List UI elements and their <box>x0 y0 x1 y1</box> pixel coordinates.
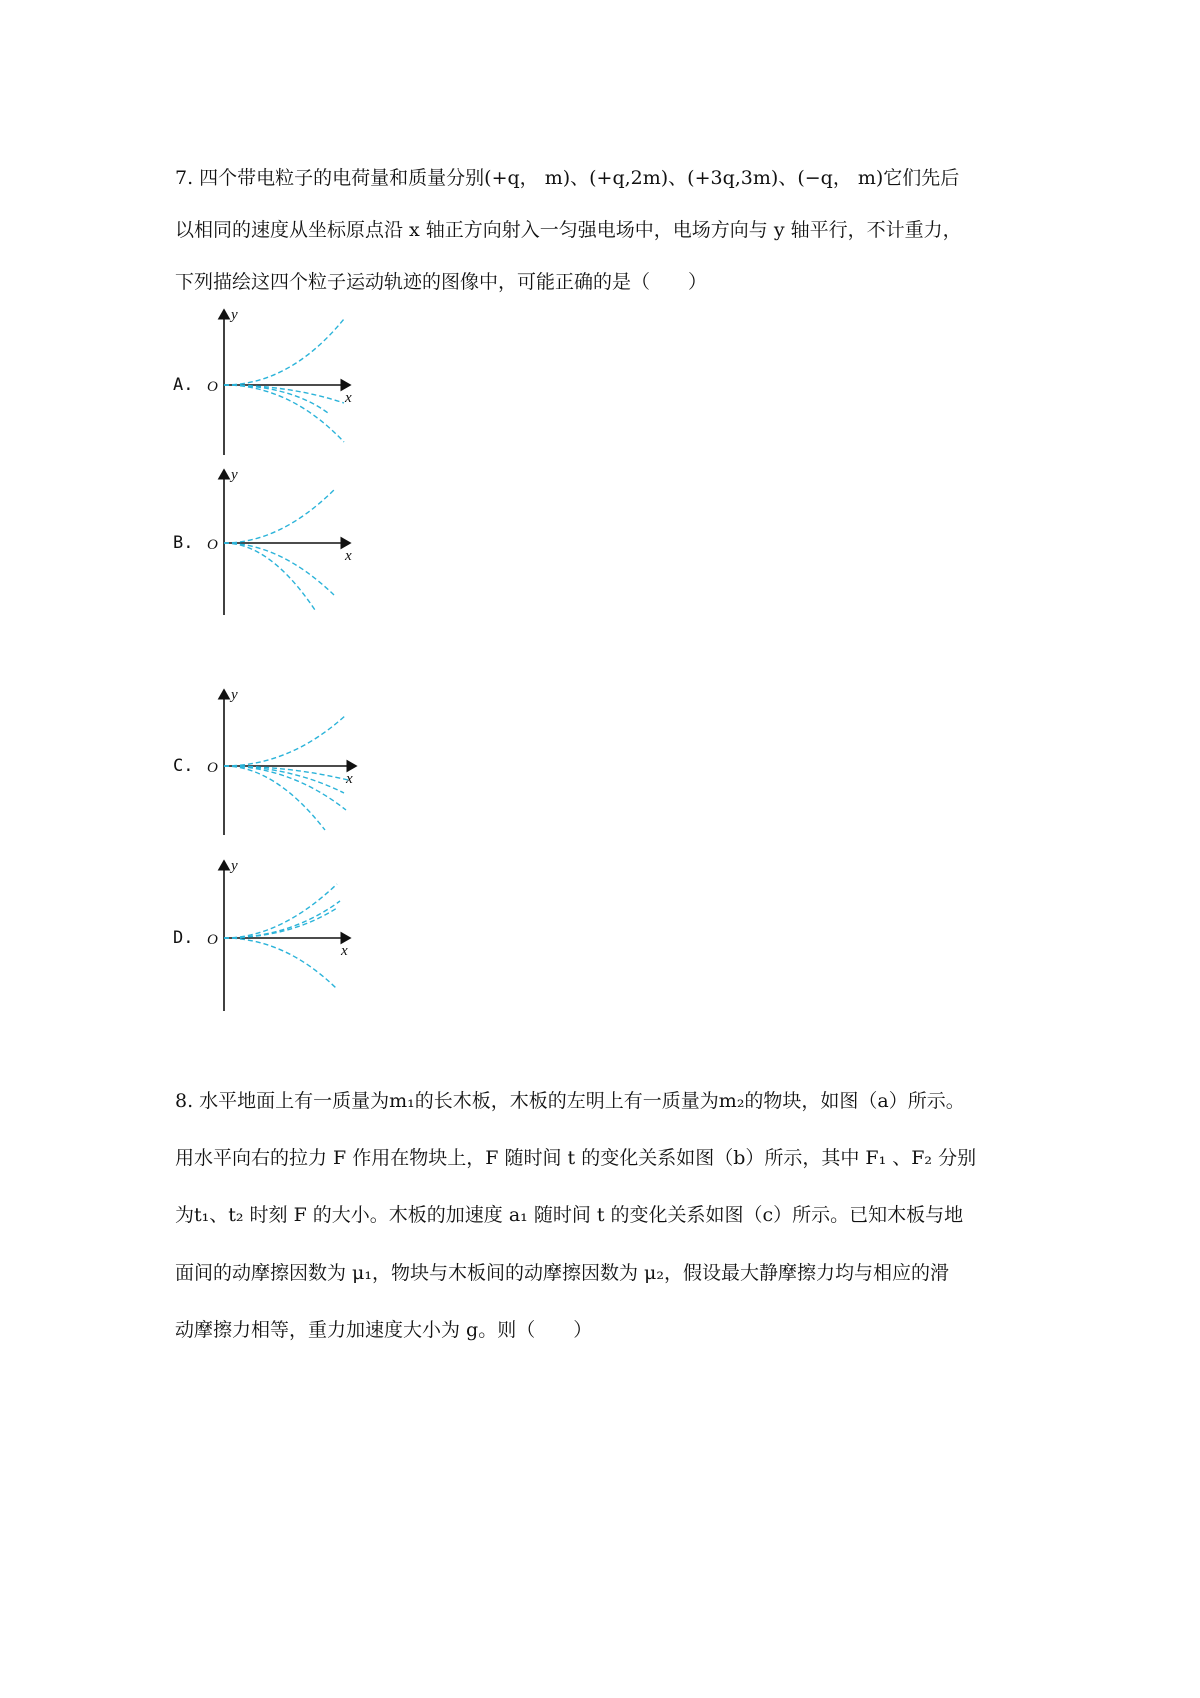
origin-label: O <box>207 379 218 395</box>
x-axis-label: x <box>345 390 352 406</box>
y-axis-label: y <box>231 858 238 874</box>
q8-line-3: 为t₁、t₂ 时刻 F 的大小。木板的加速度 a₁ 随时间 t 的变化关系如图（c）所示。已知木板与地 <box>175 1204 964 1226</box>
x-axis-label: x <box>346 771 353 787</box>
q8-line-4: 面间的动摩擦因数为 μ₁，物块与木板间的动摩擦因数为 μ₂，假设最大静摩擦力均与相应的滑 <box>175 1262 950 1284</box>
origin-label: O <box>207 760 218 776</box>
q8-line-2: 用水平向右的拉力 F 作用在物块上，F 随时间 t 的变化关系如图（b）所示，其中 F₁ 、F₂ 分别 <box>175 1147 977 1169</box>
option-a-graph <box>200 305 360 460</box>
y-axis-label: y <box>231 307 238 323</box>
origin-label: O <box>207 537 218 553</box>
option-b-label[interactable]: B. <box>173 533 194 553</box>
y-axis-label: y <box>231 467 238 483</box>
option-c-label[interactable]: C. <box>173 756 194 776</box>
q7-line-3: 下列描绘这四个粒子运动轨迹的图像中，可能正确的是（ ） <box>175 271 708 293</box>
option-d-graph <box>200 856 360 1016</box>
option-a-label[interactable]: A. <box>173 375 194 395</box>
q8-line-1: 8. 水平地面上有一质量为m₁的长木板，木板的左明上有一质量为m₂的物块，如图（a）所示。 <box>175 1090 965 1112</box>
origin-label: O <box>207 932 218 948</box>
option-b-graph <box>200 465 360 620</box>
q7-line-2: 以相同的速度从坐标原点沿 x 轴正方向射入一匀强电场中，电场方向与 y 轴平行，不计重力， <box>175 219 962 241</box>
option-d-label[interactable]: D. <box>173 928 194 948</box>
q8-line-5: 动摩擦力相等，重力加速度大小为 g。则（ ） <box>175 1319 593 1341</box>
option-c-graph <box>200 685 360 840</box>
x-axis-label: x <box>345 548 352 564</box>
q7-line-1: 7. 四个带电粒子的电荷量和质量分别(+q， m)、(+q,2m)、(+3q,3m)、(−q， m)它们先后 <box>175 167 960 189</box>
x-axis-label: x <box>341 943 348 959</box>
y-axis-label: y <box>231 687 238 703</box>
